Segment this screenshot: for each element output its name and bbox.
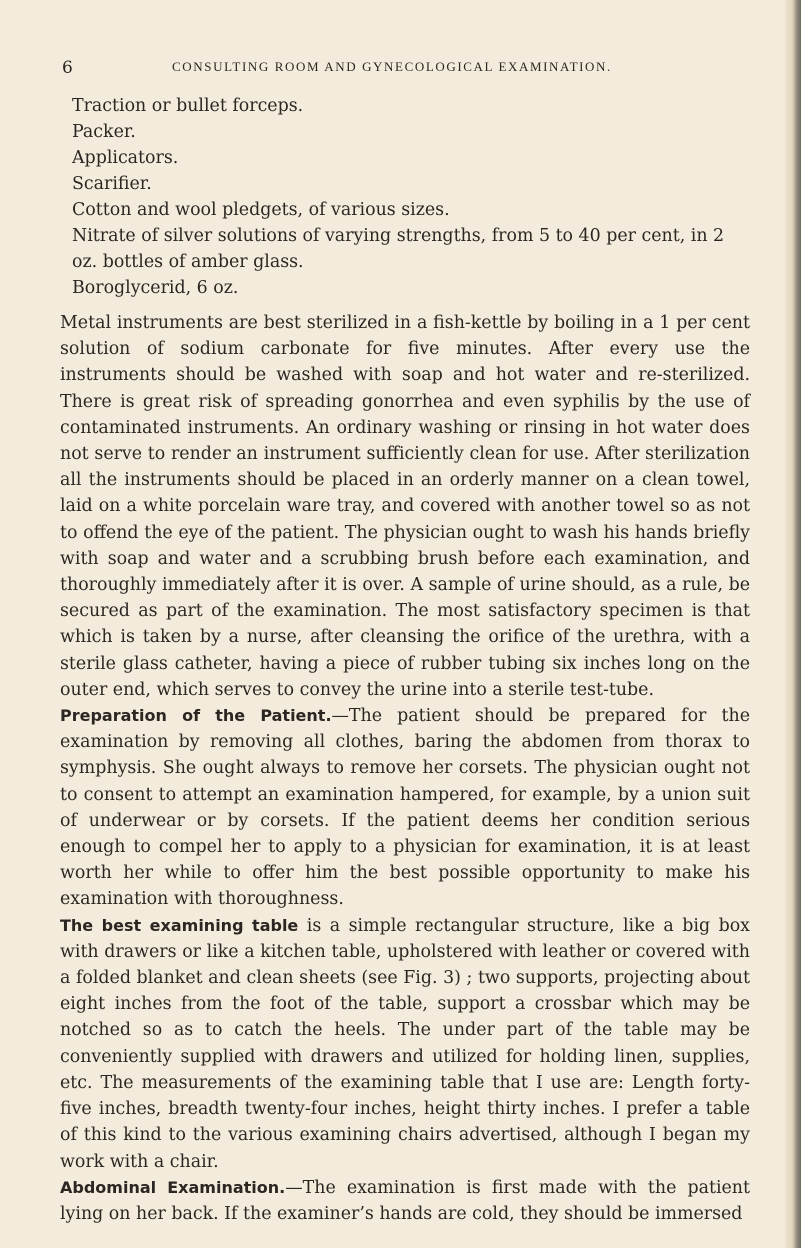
supply-item: Traction or bullet forceps.: [72, 96, 304, 116]
paragraph-preparation-text: —The patient should be prepared for the examination by removing all clothes, baring the abdomen from thorax to symphysis. She ought always to remove her corsets. The physician ought not to consent to attempt an examination hampered, for example, by a union suit of underwear or by corsets. If the patient deems her condition serious enough to compel her to apply to a physician for examination, it is at least worth her while to offer him the best possible opportunity to make his examination with thoroughness.: [60, 706, 750, 910]
page-number: 6: [62, 58, 74, 78]
supply-item: Applicators.: [72, 148, 179, 168]
heading-examining-table: The best examining table: [60, 915, 299, 935]
paragraph-abdominal-examination: [60, 1175, 750, 1227]
paragraph-abdominal-text: —The examination is first made with the patient lying on her back. If the examiner’s hands are cold, they should be immersed: [60, 1177, 751, 1224]
supply-item: Cotton and wool pledgets, of various sizes.: [72, 200, 450, 220]
supply-item: Packer.: [72, 122, 136, 142]
page-edge-shadow: [785, 0, 801, 1248]
heading-preparation-of-patient: Preparation of the Patient.: [60, 706, 332, 726]
paragraph-preparation: [60, 703, 750, 913]
heading-abdominal-examination: Abdominal Examination.: [60, 1177, 286, 1197]
supply-item: Scarifier.: [72, 174, 152, 194]
supply-item: Boroglycerid, 6 oz.: [72, 278, 239, 298]
supply-list: [72, 93, 752, 301]
running-head: [62, 58, 762, 82]
supply-item: Nitrate of silver solutions of varying strengths, from 5 to 40 per cent, in 2 oz. bottles of amber glass.: [72, 226, 725, 272]
paragraph-examining-table-text: is a simple rectangular structure, like a big box with drawers or like a kitchen table, upholstered with leather or covered with a folded blanket and clean sheets (see Fig. 3) ; two supports, projecting about eight inches from the foot of the table, support a crossbar which may be notched so as to catch the heels. The under part of the table may be conveniently supplied with drawers and utilized for holding linen, supplies, etc. The measurements of the examining table that I use are: Length forty-five inches, breadth twenty-four inches, height thirty inches. I prefer a table of this kind to the various examining chairs advertised, although I began my work with a chair.: [60, 915, 750, 1172]
body-text: [60, 310, 750, 1227]
paragraph-sterilization: Metal instruments are best sterilized in a fish-kettle by boiling in a 1 per cent solution of sodium carbonate for five minutes. After every use the instruments should be washed with soap and hot water and re-sterilized. There is great risk of spreading gonorrhea and even syphilis by the use of contaminated instruments. An ordinary washing or rinsing in hot water does not serve to render an instrument sufficiently clean for use. After sterilization all the instruments should be placed in an orderly manner on a clean towel, laid on a white porcelain ware tray, and covered with another towel so as not to offend the eye of the patient. The physician ought to wash his hands briefly with soap and water and a scrubbing brush before each examination, and thoroughly immediately after it is over. A sample of urine should, as a rule, be secured as part of the examination. The most satisfactory specimen is that which is taken by a nurse, after cleansing the orifice of the urethra, with a sterile glass catheter, having a piece of rubber tubing six inches long on the outer end, which serves to convey the urine into a sterile test-tube.: [60, 313, 750, 700]
paragraph-examining-table: [60, 913, 750, 1175]
running-head-title: CONSULTING ROOM AND GYNECOLOGICAL EXAMINATION.: [172, 59, 612, 74]
